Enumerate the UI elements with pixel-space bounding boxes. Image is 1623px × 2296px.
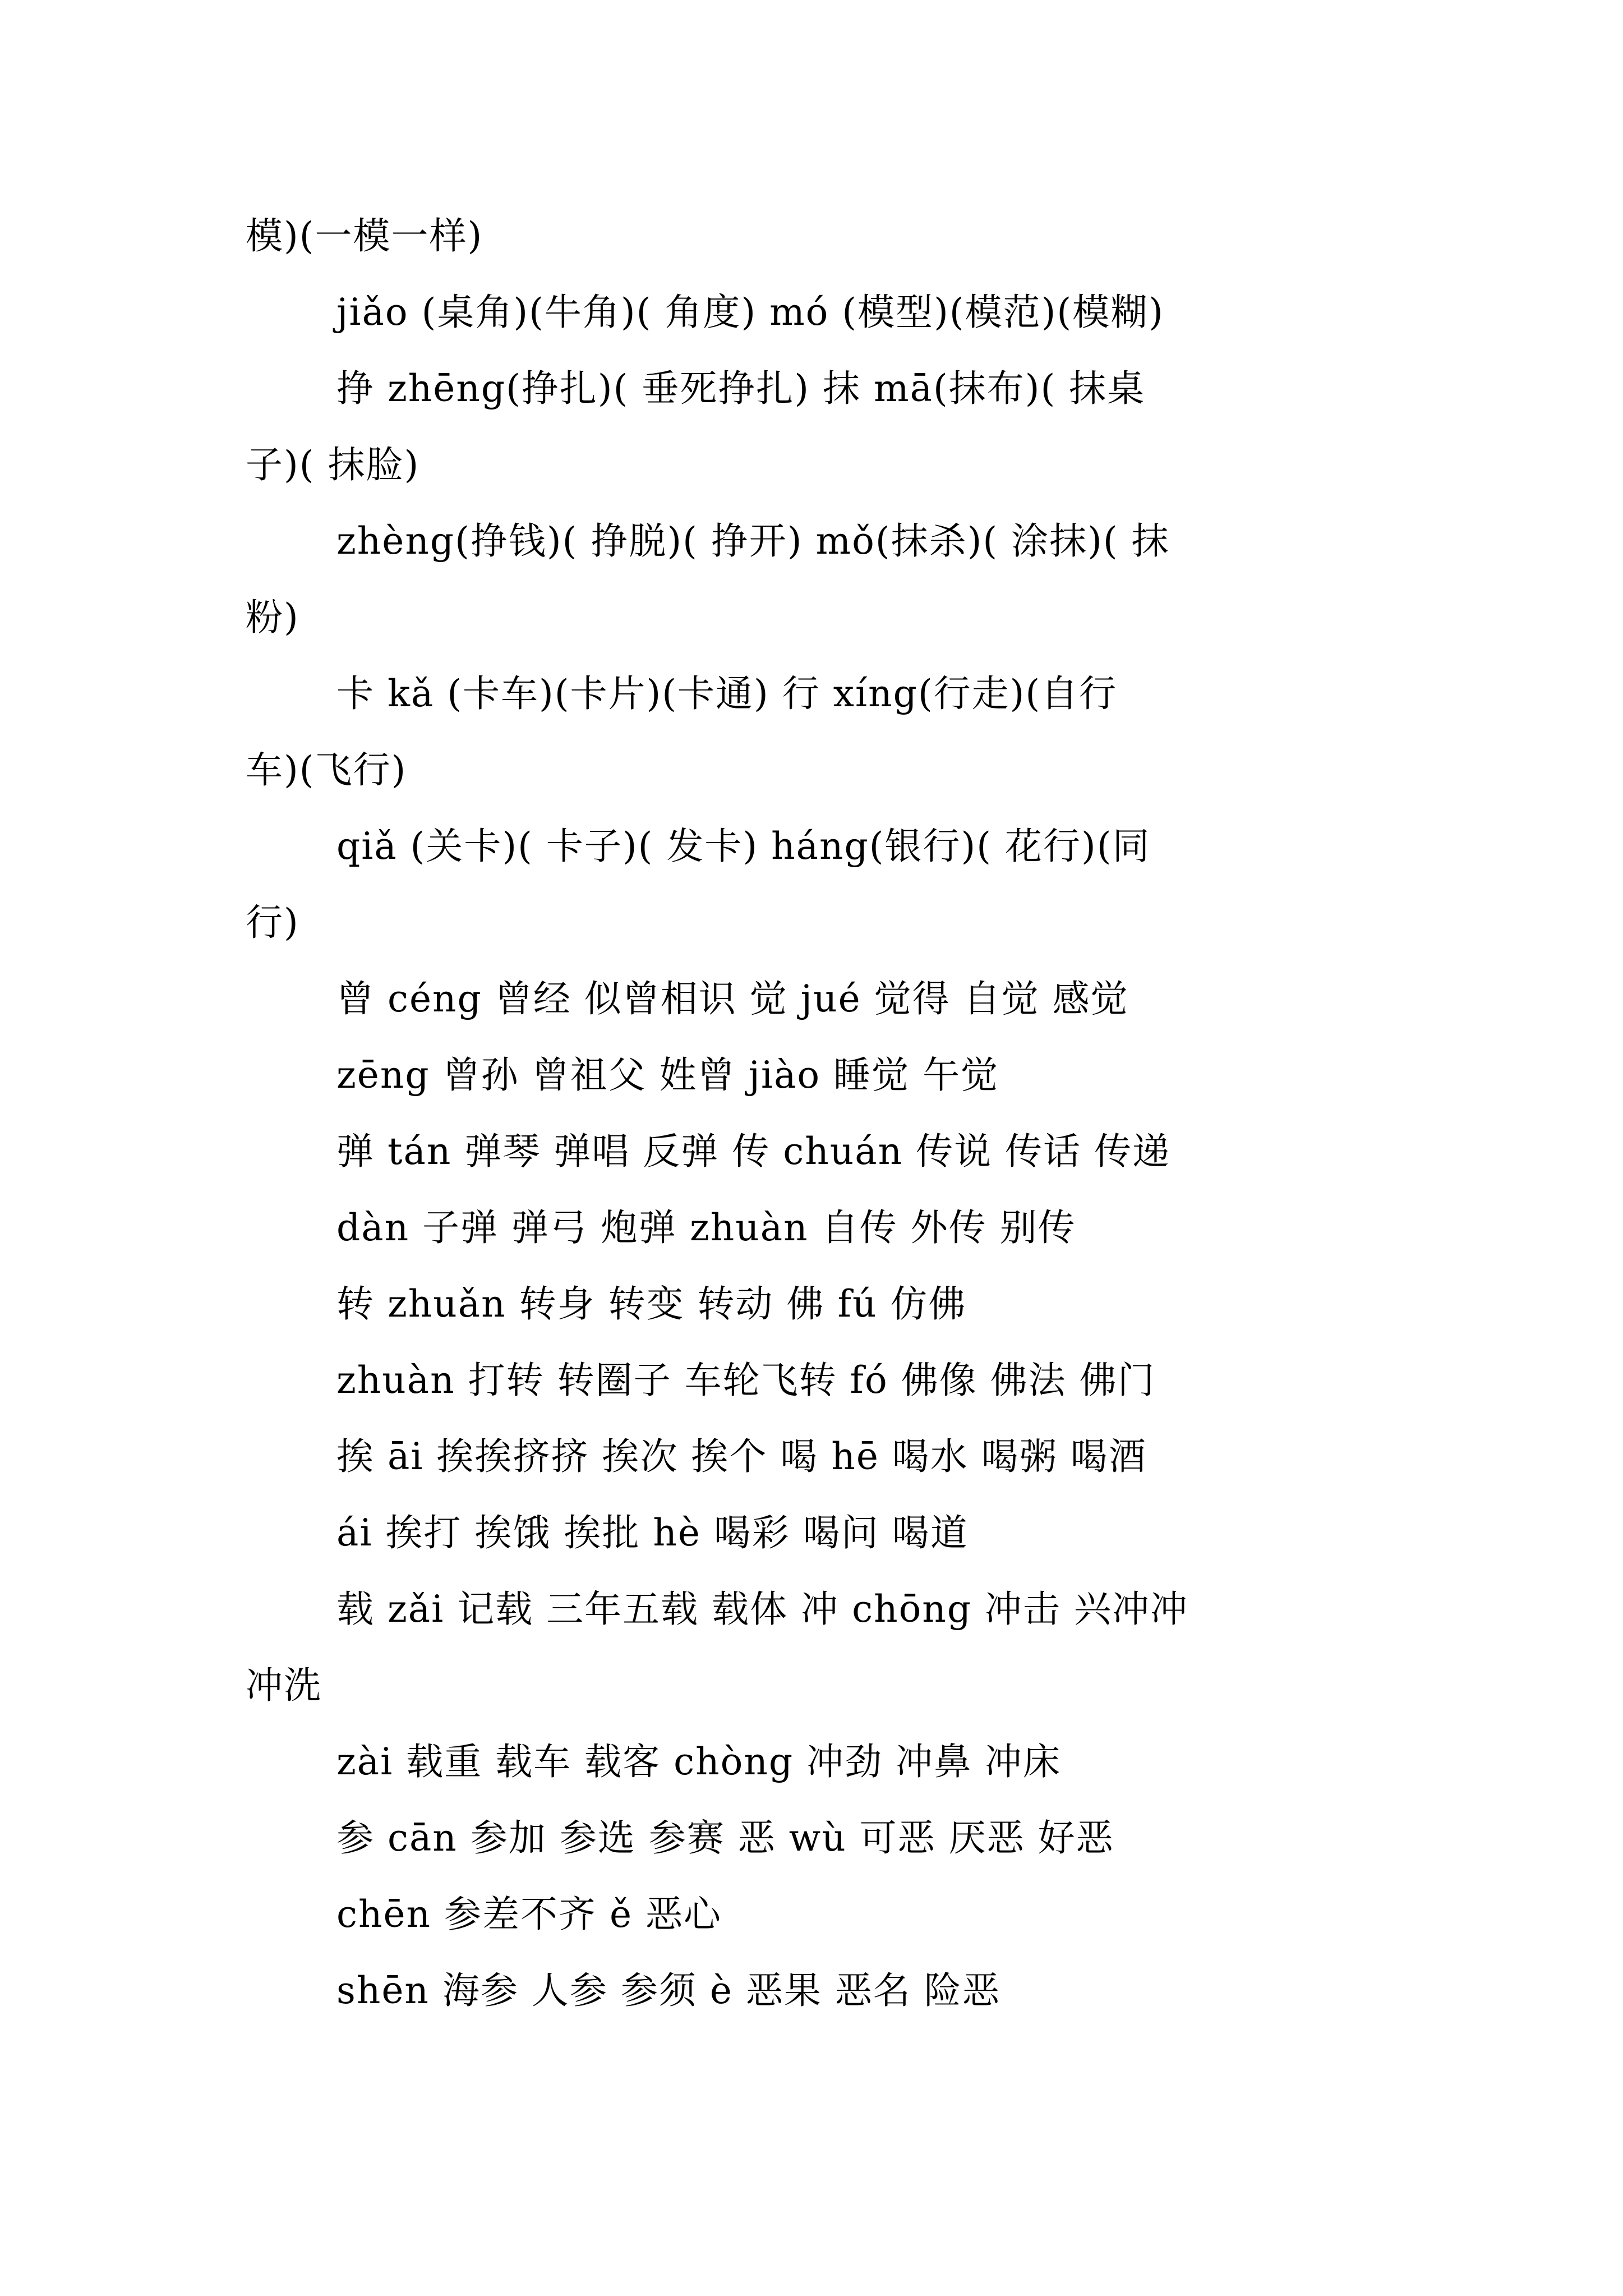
text-line: zài 载重 载车 载客 chòng 冲劲 冲鼻 冲床 [336,1740,1062,1783]
text-line: 粉) [246,596,299,639]
text-line: 转 zhuǎn 转身 转变 转动 佛 fú 仿佛 [336,1282,967,1326]
text-line: ái 挨打 挨饿 挨批 hè 喝彩 喝问 喝道 [336,1511,969,1554]
text-line: zhèng(挣钱)( 挣脱)( 挣开) mǒ(抹杀)( 涂抹)( 抹 [336,519,1170,563]
text-line: 载 zǎi 记载 三年五载 载体 冲 chōng 冲击 兴冲冲 [336,1588,1189,1631]
text-line: zēng 曾孙 曾祖父 姓曾 jiào 睡觉 午觉 [336,1053,999,1097]
text-line: 子)( 抹脸) [246,443,420,486]
text-line: jiǎo (桌角)(牛角)( 角度) mó (模型)(模范)(模糊) [336,291,1164,334]
text-line: 弹 tán 弹琴 弹唱 反弹 传 chuán 传说 传话 传递 [336,1130,1171,1173]
text-line: 卡 kǎ (卡车)(卡片)(卡通) 行 xíng(行走)(自行 [336,672,1118,715]
text-line: 模)(一模一样) [246,214,483,257]
text-line: 参 cān 参加 参选 参赛 恶 wù 可恶 厌恶 好恶 [336,1816,1114,1860]
text-line: 挨 āi 挨挨挤挤 挨次 挨个 喝 hē 喝水 喝粥 喝酒 [336,1435,1147,1478]
text-line: 曾 céng 曾经 似曾相识 觉 jué 觉得 自觉 感觉 [336,977,1129,1020]
text-line: 挣 zhēng(挣扎)( 垂死挣扎) 抹 mā(抹布)( 抹桌 [336,367,1146,410]
text-line: chēn 参差不齐 ě 恶心 [336,1893,722,1936]
text-line: zhuàn 打转 转圈子 车轮飞转 fó 佛像 佛法 佛门 [336,1359,1156,1402]
text-line: 车)(飞行) [246,748,407,792]
text-line: dàn 子弹 弹弓 炮弹 zhuàn 自传 外传 别传 [336,1206,1076,1249]
text-line: qiǎ (关卡)( 卡子)( 发卡) háng(银行)( 花行)(同 [336,825,1151,868]
text-line: 行) [246,901,299,944]
text-line: shēn 海参 人参 参须 è 恶果 恶名 险恶 [336,1969,1000,2012]
text-line: 冲洗 [246,1664,322,1707]
